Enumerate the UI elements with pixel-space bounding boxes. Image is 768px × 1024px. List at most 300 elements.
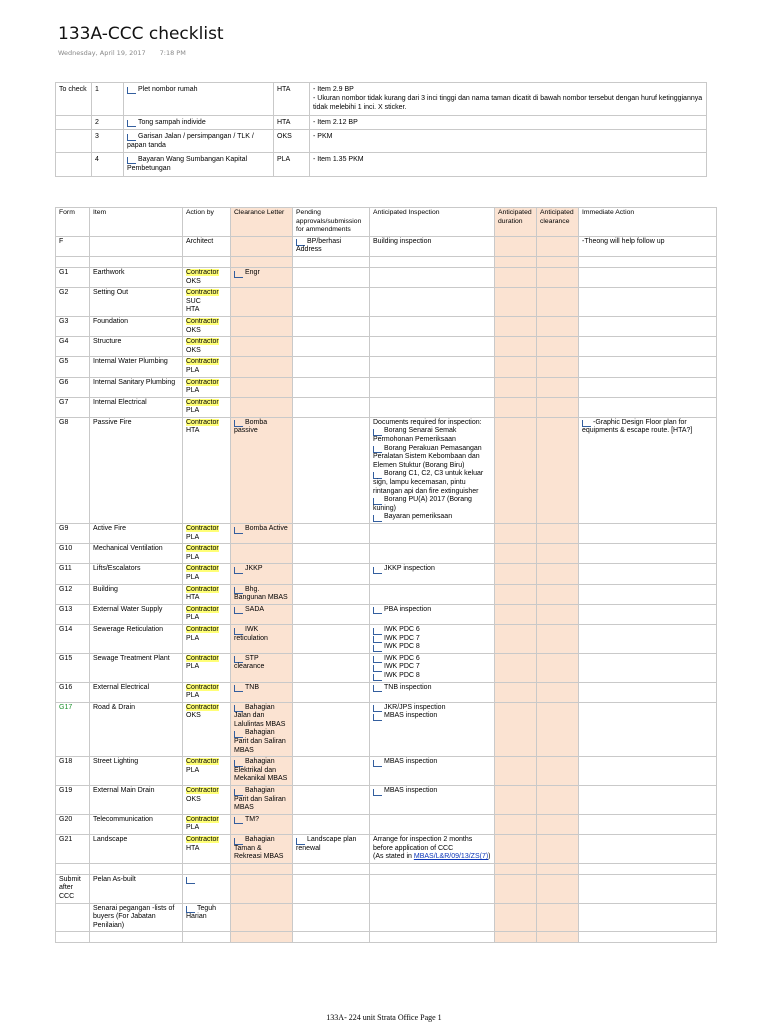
anticipated-inspection <box>370 267 495 287</box>
checkbox[interactable] <box>373 656 382 663</box>
form-code: G12 <box>56 584 90 604</box>
cell-text: IWK reticulation <box>234 625 268 642</box>
pending-approvals <box>293 757 370 786</box>
cell-text: MBAS inspection <box>384 787 438 795</box>
check-item-label: Garisan Jalan / persimpangan / TLK / papan tanda <box>127 132 254 150</box>
cell-text: Building inspection <box>373 237 432 245</box>
cell-text: PLA <box>186 407 200 415</box>
action-by <box>183 316 231 336</box>
header-row <box>56 208 717 237</box>
cell-text: OKS <box>186 277 201 285</box>
checkbox[interactable] <box>186 906 195 913</box>
cell-entry <box>186 419 227 428</box>
checkbox[interactable] <box>127 87 136 94</box>
pending-approvals <box>293 584 370 604</box>
checkbox[interactable] <box>234 420 243 427</box>
clearance-letter <box>231 544 293 564</box>
check-item-label: Plet nombor rumah <box>138 86 198 93</box>
cell-entry <box>373 496 491 513</box>
immediate-action <box>579 524 717 544</box>
action-by <box>183 702 231 757</box>
anticipated-duration <box>495 903 537 932</box>
immediate-action <box>579 932 717 943</box>
check-row <box>56 115 707 129</box>
cell-text: OKS <box>186 346 201 354</box>
cell-entry <box>582 238 713 247</box>
check-row <box>56 129 707 152</box>
pending-approvals <box>293 236 370 256</box>
anticipated-duration <box>495 863 537 874</box>
check-note: - Ukuran nombor tidak kurang dari 3 inci tinggi dan nama taman dicatit di bawah nombor tersebut dengan huruf ketinggiannya tidak melebihi 1 inci. X sticker. <box>313 95 703 112</box>
clearance-letter <box>231 932 293 943</box>
cell-entry <box>186 289 227 298</box>
action-by <box>183 682 231 702</box>
check-number: 1 <box>92 83 124 116</box>
cell-text: Borang Perakuan Pemasangan Peralatan Sistem Kebombaan dan Elemen Stuktur (Borang Biru) <box>373 444 482 469</box>
form-row <box>56 932 717 943</box>
immediate-action <box>579 682 717 702</box>
clearance-letter <box>231 903 293 932</box>
form-item: Street Lighting <box>90 757 183 786</box>
form-item: Sewage Treatment Plant <box>90 653 183 682</box>
cell-entry <box>234 626 289 643</box>
cell-text: IWK PDC 7 <box>384 663 420 671</box>
cell-text: OKS <box>186 795 201 803</box>
form-item: Foundation <box>90 316 183 336</box>
form-row <box>56 682 717 702</box>
form-code: Submit after CCC <box>56 874 90 903</box>
form-code: F <box>56 236 90 256</box>
cell-entry <box>186 318 227 327</box>
anticipated-duration <box>495 604 537 624</box>
cell-entry <box>373 626 491 635</box>
pending-approvals <box>293 544 370 564</box>
form-code: G6 <box>56 377 90 397</box>
cell-text: Contractor <box>186 317 219 325</box>
checkbox[interactable] <box>373 685 382 692</box>
check-table <box>55 82 707 177</box>
immediate-action <box>579 377 717 397</box>
pending-approvals <box>293 397 370 417</box>
checkbox[interactable] <box>373 628 382 635</box>
checkbox[interactable] <box>373 645 382 652</box>
cell-text: MBAS inspection <box>384 758 438 766</box>
anticipated-inspection <box>370 357 495 377</box>
form-code: G14 <box>56 624 90 653</box>
cell-text: ) <box>488 853 491 861</box>
clearance-letter <box>231 757 293 786</box>
form-code: G9 <box>56 524 90 544</box>
anticipated-duration <box>495 624 537 653</box>
immediate-action <box>579 564 717 584</box>
cell-entry <box>582 419 713 436</box>
checkbox[interactable] <box>234 731 243 738</box>
anticipated-inspection <box>370 814 495 834</box>
cell-text: PLA <box>186 824 200 832</box>
action-by <box>183 564 231 584</box>
clearance-letter <box>231 604 293 624</box>
cell-entry <box>373 445 491 471</box>
immediate-action <box>579 786 717 815</box>
pending-approvals <box>293 524 370 544</box>
anticipated-clearance <box>537 524 579 544</box>
form-row <box>56 653 717 682</box>
action-by <box>183 544 231 564</box>
anticipated-clearance <box>537 584 579 604</box>
checkbox[interactable] <box>234 567 243 574</box>
pending-approvals <box>293 835 370 864</box>
action-by <box>183 932 231 943</box>
anticipated-duration <box>495 584 537 604</box>
form-row <box>56 584 717 604</box>
immediate-action <box>579 702 717 757</box>
cell-text: PLA <box>186 766 200 774</box>
anticipated-inspection <box>370 256 495 267</box>
cell-entry <box>373 513 491 522</box>
immediate-action <box>579 397 717 417</box>
action-by <box>183 757 231 786</box>
checkbox[interactable] <box>234 527 243 534</box>
form-code <box>56 863 90 874</box>
checkbox[interactable] <box>373 674 382 681</box>
cell-text: STP clearance <box>234 654 265 671</box>
checkbox[interactable] <box>373 429 382 436</box>
form-code: G3 <box>56 316 90 336</box>
cell-text: PLA <box>186 692 200 700</box>
checkbox[interactable] <box>234 607 243 614</box>
clearance-letter <box>231 377 293 397</box>
anticipated-clearance <box>537 417 579 523</box>
action-by <box>183 874 231 903</box>
cell-entry <box>186 787 227 796</box>
form-row <box>56 377 717 397</box>
checkbox[interactable] <box>373 498 382 505</box>
immediate-action <box>579 256 717 267</box>
cell-entry <box>373 712 491 721</box>
form-row <box>56 524 717 544</box>
anticipated-clearance <box>537 863 579 874</box>
clearance-letter <box>231 584 293 604</box>
form-item: Telecommunication <box>90 814 183 834</box>
action-by <box>183 903 231 932</box>
anticipated-clearance <box>537 377 579 397</box>
cell-entry <box>186 905 227 922</box>
cell-text: Bahagian Parit dan Saliran MBAS <box>234 787 286 812</box>
check-note: - Item 2.12 BP <box>313 118 358 126</box>
cell-entry <box>186 399 227 408</box>
anticipated-duration <box>495 397 537 417</box>
anticipated-inspection <box>370 757 495 786</box>
cell-text: Bayaran pemeriksaan <box>384 513 453 521</box>
pending-approvals <box>293 604 370 624</box>
checkbox[interactable] <box>234 760 243 767</box>
cell-text: PLA <box>186 573 200 581</box>
cell-entry <box>234 836 289 862</box>
checkbox[interactable] <box>373 446 382 453</box>
anticipated-duration <box>495 814 537 834</box>
cell-text: Contractor <box>186 378 219 386</box>
action-by <box>183 357 231 377</box>
cell-entry <box>186 712 227 721</box>
cell-entry <box>186 327 227 336</box>
immediate-action <box>579 337 717 357</box>
reference-link[interactable]: MBAS/L&R/09/13/ZS(7) <box>413 853 489 861</box>
clearance-letter <box>231 524 293 544</box>
action-by <box>183 624 231 653</box>
check-notes <box>310 153 707 176</box>
column-header: Form <box>56 208 90 237</box>
anticipated-clearance <box>537 786 579 815</box>
immediate-action <box>579 863 717 874</box>
clearance-letter <box>231 653 293 682</box>
column-header: Anticipated clearance <box>537 208 579 237</box>
clearance-letter <box>231 786 293 815</box>
pending-approvals <box>293 267 370 287</box>
cell-entry <box>373 419 491 428</box>
cell-text: Contractor <box>186 268 219 276</box>
action-by <box>183 524 231 544</box>
cell-entry <box>186 614 227 623</box>
checkbox[interactable] <box>234 838 243 845</box>
form-row <box>56 256 717 267</box>
action-by <box>183 584 231 604</box>
form-item: Senarai pegangan -lists of buyers (For Jabatan Penilaian) <box>90 903 183 932</box>
check-notes <box>310 129 707 152</box>
checkbox[interactable] <box>373 515 382 522</box>
cell-entry <box>186 574 227 583</box>
cell-text: TM? <box>245 815 259 823</box>
pending-approvals <box>293 357 370 377</box>
cell-text: PLA <box>186 634 200 642</box>
pending-approvals <box>293 564 370 584</box>
cell-entry <box>234 565 289 574</box>
anticipated-inspection <box>370 653 495 682</box>
anticipated-inspection <box>370 874 495 903</box>
cell-text: Contractor <box>186 683 219 691</box>
form-row <box>56 863 717 874</box>
checkbox[interactable] <box>234 817 243 824</box>
cell-entry <box>186 635 227 644</box>
cell-entry <box>373 758 491 767</box>
column-header: Anticipated duration <box>495 208 537 237</box>
checkbox[interactable] <box>373 665 382 672</box>
immediate-action <box>579 604 717 624</box>
cell-entry <box>186 358 227 367</box>
form-item: Earthwork <box>90 267 183 287</box>
checkbox[interactable] <box>186 877 195 884</box>
immediate-action <box>579 316 717 336</box>
anticipated-inspection <box>370 932 495 943</box>
anticipated-clearance <box>537 757 579 786</box>
cell-entry <box>186 379 227 388</box>
cell-entry <box>186 427 227 436</box>
form-code: G2 <box>56 288 90 317</box>
timestamp <box>58 49 186 57</box>
anticipated-clearance <box>537 814 579 834</box>
cell-text: Borang C1, C2, C3 untuk keluar sign, lampu kecemasan, pintu rintangan api dan fire extinguisher <box>373 470 484 495</box>
cell-entry <box>234 419 289 436</box>
clearance-letter <box>231 288 293 317</box>
checkbox[interactable] <box>373 789 382 796</box>
immediate-action <box>579 267 717 287</box>
anticipated-clearance <box>537 604 579 624</box>
checkbox[interactable] <box>373 705 382 712</box>
immediate-action <box>579 417 717 523</box>
form-item: Structure <box>90 337 183 357</box>
anticipated-clearance <box>537 682 579 702</box>
pending-approvals <box>293 417 370 523</box>
checkbox[interactable] <box>373 760 382 767</box>
cell-text: Engr <box>245 268 260 276</box>
check-label-cell <box>56 129 92 152</box>
pending-approvals <box>293 288 370 317</box>
cell-entry <box>186 758 227 767</box>
cell-entry <box>186 298 227 307</box>
check-item <box>124 115 274 129</box>
cell-text: Documents required for inspection: <box>373 418 482 426</box>
cell-entry <box>373 565 491 574</box>
form-row <box>56 544 717 564</box>
form-row <box>56 874 717 903</box>
form-item: Internal Electrical <box>90 397 183 417</box>
check-label-cell <box>56 153 92 176</box>
anticipated-inspection <box>370 417 495 523</box>
check-notes <box>310 83 707 116</box>
cell-entry <box>234 758 289 784</box>
cell-entry <box>296 238 366 255</box>
cell-text: Contractor <box>186 398 219 406</box>
checkbox[interactable] <box>296 239 305 246</box>
cell-text: JKKP <box>245 565 263 573</box>
cell-entry <box>186 387 227 396</box>
immediate-action <box>579 757 717 786</box>
cell-entry <box>373 663 491 672</box>
anticipated-duration <box>495 544 537 564</box>
checkbox[interactable] <box>234 685 243 692</box>
anticipated-inspection <box>370 288 495 317</box>
check-note: - Item 2.9 BP <box>313 86 354 93</box>
form-row <box>56 702 717 757</box>
anticipated-duration <box>495 417 537 523</box>
anticipated-inspection <box>370 702 495 757</box>
form-item: Landscape <box>90 835 183 864</box>
cell-text: Bomba passive <box>234 418 268 435</box>
cell-entry <box>373 238 491 247</box>
cell-entry <box>234 684 289 693</box>
cell-text: Contractor <box>186 787 219 795</box>
cell-text: Contractor <box>186 338 219 346</box>
form-code <box>56 903 90 932</box>
checkbox[interactable] <box>234 587 243 594</box>
form-row <box>56 786 717 815</box>
checkbox[interactable] <box>234 789 243 796</box>
cell-text: IWK PDC 8 <box>384 671 420 679</box>
cell-text: HTA <box>186 844 200 852</box>
cell-text: PLA <box>186 663 200 671</box>
cell-text: OKS <box>186 326 201 334</box>
anticipated-duration <box>495 932 537 943</box>
anticipated-clearance <box>537 267 579 287</box>
cell-entry <box>186 347 227 356</box>
checkbox[interactable] <box>582 420 591 427</box>
cell-text: -Graphic Design Floor plan for equipments & escape route. [HTA?] <box>582 418 693 435</box>
anticipated-clearance <box>537 544 579 564</box>
date: Wednesday, April 19, 2017 <box>58 49 146 57</box>
cell-entry <box>186 306 227 315</box>
cell-entry <box>186 836 227 845</box>
column-header: Anticipated Inspection <box>370 208 495 237</box>
cell-entry <box>186 545 227 554</box>
clearance-letter <box>231 337 293 357</box>
form-row <box>56 564 717 584</box>
cell-entry <box>186 824 227 833</box>
cell-text: TNB <box>245 683 259 691</box>
check-row <box>56 153 707 176</box>
form-row <box>56 236 717 256</box>
action-by <box>183 397 231 417</box>
action-by <box>183 288 231 317</box>
checkbox[interactable] <box>373 567 382 574</box>
checkbox[interactable] <box>234 271 243 278</box>
checkbox[interactable] <box>373 472 382 479</box>
cell-entry <box>373 672 491 681</box>
checkbox[interactable] <box>127 157 136 164</box>
anticipated-inspection <box>370 524 495 544</box>
cell-entry <box>186 626 227 635</box>
anticipated-inspection <box>370 236 495 256</box>
checkbox[interactable] <box>373 636 382 643</box>
cell-text: Contractor <box>186 289 219 297</box>
cell-text: Bahagian Parit dan Saliran MBAS <box>234 729 286 754</box>
action-by <box>183 863 231 874</box>
time: 7:18 PM <box>159 49 186 57</box>
cell-entry <box>186 586 227 595</box>
cell-text: Contractor <box>186 418 219 426</box>
pending-approvals <box>293 932 370 943</box>
check-note: - Item 1.35 PKM <box>313 156 364 164</box>
form-item: Lifts/Escalators <box>90 564 183 584</box>
check-label-cell: To check <box>56 83 92 116</box>
anticipated-inspection <box>370 316 495 336</box>
checkbox[interactable] <box>373 607 382 614</box>
checkbox[interactable] <box>373 714 382 721</box>
checkbox[interactable] <box>127 120 136 127</box>
cell-text: Landscape plan renewal <box>296 836 357 852</box>
immediate-action <box>579 584 717 604</box>
cell-entry <box>186 565 227 574</box>
checkbox[interactable] <box>127 134 136 141</box>
checkbox[interactable] <box>234 628 243 635</box>
check-row <box>56 83 707 116</box>
cell-text: Contractor <box>186 605 219 613</box>
form-code: G21 <box>56 835 90 864</box>
cell-text: Contractor <box>186 358 219 366</box>
form-row <box>56 288 717 317</box>
page-title: 133A-CCC checklist <box>58 24 224 44</box>
anticipated-inspection <box>370 786 495 815</box>
check-item <box>124 129 274 152</box>
checkbox[interactable] <box>296 838 305 845</box>
anticipated-inspection <box>370 564 495 584</box>
clearance-letter <box>231 397 293 417</box>
check-number: 4 <box>92 153 124 176</box>
checkbox[interactable] <box>234 705 243 712</box>
immediate-action <box>579 814 717 834</box>
form-item: External Water Supply <box>90 604 183 624</box>
cell-text: HTA <box>186 427 200 435</box>
anticipated-inspection <box>370 903 495 932</box>
checkbox[interactable] <box>234 656 243 663</box>
